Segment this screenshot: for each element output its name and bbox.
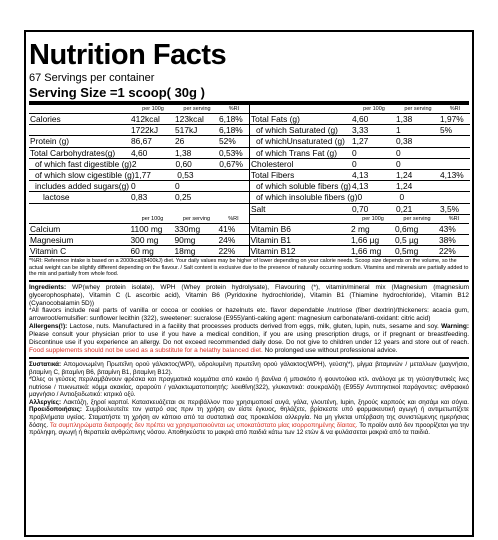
nutrient-name: Total Fats (g) xyxy=(251,114,300,124)
greek-ingredients-label: Συστατικά: xyxy=(29,360,62,368)
allergens-paragraph xyxy=(29,323,469,355)
nutrient-name: Total Carbohydrates(g) xyxy=(30,147,116,158)
nutrient-row xyxy=(250,192,470,203)
nutrient-table xyxy=(29,105,469,215)
greek-warning-tail-text: Το προϊόν αυτό δεν προορίζεται για την πρόληψη, αγωγή ή θεραπεία ανθρώπινης νόσου. Αποθηκεύστε το μακριά από παιδιά κάτω των 12 ετών & να φυλάσσεται μακριά από τα παιδιά. xyxy=(29,421,469,437)
nutrient-row xyxy=(29,192,249,203)
value-perserving: 0,38 xyxy=(396,136,413,147)
nutrient-row xyxy=(29,125,249,136)
col-header-per100: per 100g xyxy=(363,106,385,112)
value-perserving: 90mg xyxy=(174,234,196,245)
col-header-perserving: per serving xyxy=(182,215,211,222)
value-per100: 1100 mg xyxy=(130,223,163,234)
nutrient-row xyxy=(29,159,249,170)
nutrient-row xyxy=(29,170,249,181)
value-ri xyxy=(219,181,249,191)
nutrient-row xyxy=(29,136,249,147)
value-per100: 0,83 xyxy=(131,192,148,203)
value-perserving: 0,5 µg xyxy=(395,234,419,245)
flavours-paragraph: *All flavors include real parts of vanilla or cocoa or cookies or hazelnuts etc. flavor dependable /nutriose (fiber dextrin)/thickeners: acacia gum, arrowroot/emulsifier: sunflower lecithin (322), sweetener: sucralose (E955)/anti-caking agent: magnesium carbonate/anti-oxidant: citric acid) xyxy=(29,307,469,323)
allergens-label: Allergens(!): xyxy=(29,323,68,331)
nutrient-name: of whichUnsaturated (g) xyxy=(256,136,345,147)
nutrient-row xyxy=(250,204,470,215)
value-ri: 43% xyxy=(439,223,456,234)
nutrient-row xyxy=(250,181,470,192)
value-ri xyxy=(441,192,470,202)
column-header-row xyxy=(250,215,470,224)
value-perserving: 1 xyxy=(396,125,401,136)
nutrient-row xyxy=(250,114,470,125)
nutrient-row xyxy=(29,181,249,192)
ingredients-paragraph xyxy=(29,284,469,308)
nutrient-name: Cholesterol xyxy=(251,158,294,169)
value-ri: 5% xyxy=(440,125,453,136)
greek-info xyxy=(29,359,469,437)
value-per100: 60 mg xyxy=(130,246,154,257)
column-header-row xyxy=(29,105,249,114)
nutrient-name: of which Saturated (g) xyxy=(256,125,338,136)
value-ri: 1,97% xyxy=(440,114,464,124)
value-per100: 0 xyxy=(352,158,357,169)
value-perserving: 0,21 xyxy=(396,203,413,214)
value-perserving: 18mg xyxy=(174,246,196,257)
value-per100: 4,60 xyxy=(131,147,148,158)
nutrient-row xyxy=(250,235,470,246)
value-perserving: 123kcal xyxy=(175,114,204,124)
value-perserving: 0,5mg xyxy=(395,246,419,257)
col-header-per100: per 100g xyxy=(141,215,164,222)
nutrient-row xyxy=(250,159,470,170)
value-perserving: 26 xyxy=(175,136,185,147)
ingredients-text: WP(whey protein isolate), WPH (Whey protein hydrolysate), Flavouring (*), vitamin/mineral mix (Magnesium (magnesium glycerophosphate), Vitamin C (L ascorbic acid), Vitamin B6 (Pyridoxine hydrochloride), Vitamin B1 (Thiamine hydrochloride), Vitamin B12 (Cyanocobalamin 5D)) xyxy=(29,283,469,307)
col-header-per100: per 100g xyxy=(142,106,164,112)
nutrient-table-left xyxy=(29,105,250,215)
vitamin-table xyxy=(29,215,469,258)
value-ri: 24% xyxy=(218,234,236,245)
ingredients-label: Ingredients: xyxy=(29,283,67,291)
col-header-ri: %RI xyxy=(228,215,239,222)
value-per100: 412kcal xyxy=(131,114,160,124)
nutrient-row xyxy=(250,170,470,181)
value-per100: 86,67 xyxy=(131,136,152,147)
value-ri xyxy=(440,136,470,146)
col-header-ri: %RI xyxy=(449,106,461,112)
value-ri: 22% xyxy=(439,246,456,257)
value-perserving: 0,60 xyxy=(175,158,192,169)
vitamin-table-right xyxy=(250,215,470,258)
nutrient-name: of which Trans Fat (g) xyxy=(256,147,337,158)
value-perserving: 1,38 xyxy=(175,147,192,158)
value-per100: 4,60 xyxy=(352,114,369,124)
greek-ingredients-text: Απομονωμένη Πρωτεΐνη ορού γάλακτος(WPI), υδρολυμένη πρωτεΐνη ορού γάλακτος(WPH), γεύση(*), μίγμα βιταμινών / μεταλλων (μαγνήσιο, βιταμίνη C, βιταμίνη B6, βιταμίνη B1, βιταμίνη B12). xyxy=(29,360,469,376)
col-header-perserving: per serving xyxy=(403,215,431,222)
nutrient-name: Vitamin B6 xyxy=(250,223,291,234)
value-per100: 3,33 xyxy=(352,125,369,136)
english-info xyxy=(29,282,469,359)
value-ri: 22% xyxy=(218,246,236,257)
value-perserving: 517kJ xyxy=(175,125,198,136)
nutrient-row xyxy=(250,148,470,159)
value-per100: 1,66 µg xyxy=(351,234,380,245)
value-ri xyxy=(440,148,470,158)
nutrient-row xyxy=(29,148,249,159)
nutrient-name: Calcium xyxy=(30,223,61,234)
value-per100: 1722kJ xyxy=(131,125,159,136)
value-perserving: 0,25 xyxy=(175,192,192,203)
value-per100: 0 xyxy=(352,147,357,158)
col-header-ri: %RI xyxy=(448,215,460,222)
label-title: Nutrition Facts xyxy=(29,39,227,71)
nutrient-table-right xyxy=(250,105,470,215)
value-per100: 300 mg xyxy=(130,234,159,245)
value-per100: 0,70 xyxy=(352,203,369,214)
nutrient-name: of which soluble fibers (g) xyxy=(256,181,351,192)
value-ri: 4,13% xyxy=(440,169,464,180)
nutrient-name: of which fast digestible (g) xyxy=(35,158,132,169)
warning-label: Warning: xyxy=(441,323,469,331)
value-perserving: 1,38 xyxy=(396,114,413,124)
value-per100: 2 xyxy=(131,158,137,169)
greek-allergens-text: Λακτόζη, ξηροί καρποί. Κατασκευάζεται σε περιβάλλον που χρησιμοποιεί αυγά, γάλα, γλουτένη, lupin, ξηρούς καρπούς και σησάμι και σόγια. xyxy=(61,398,469,406)
servings-per-container: 67 Servings per container xyxy=(29,72,155,84)
vitamin-table-left xyxy=(29,215,250,258)
value-per100: 4,13 xyxy=(352,181,369,192)
nutrient-row xyxy=(29,246,249,257)
value-per100: 1,27 xyxy=(352,136,369,147)
value-ri: 38% xyxy=(439,234,456,245)
greek-warning-red-text: Τα συμπληρώματα διατροφής δεν πρέπει να χρησιμοποιούνται ως υποκατάστατο μίας ισορροπημένης δίαιτας. xyxy=(49,421,358,429)
value-perserving: 0,53 xyxy=(177,169,194,180)
nutrient-name: Salt xyxy=(251,203,266,214)
value-ri xyxy=(220,170,249,180)
column-header-row xyxy=(250,105,470,114)
greek-warning-text: Συμβουλευτείτε τον γιατρό σας πριν τη χρήση αν είστε έγκυος, θηλάζετε, βρίσκεστε υπό φαρμακευτική αγωγή ή αντιμετωπίζετε προβλήματα υγείας. Σταματήστε τη χρήση αν κάποιο από τα συστατικά σας προκαλέσει αλλεργία. Να μη γίνεται υπέρβαση της συνιστώμενης ημερήσιας δόσης. xyxy=(29,406,469,429)
value-per100: 1,66 mg xyxy=(351,246,382,257)
nutrient-name: Vitamin B12 xyxy=(250,246,296,257)
nutrient-name: Protein (g) xyxy=(30,136,70,147)
value-ri: 52% xyxy=(219,136,236,147)
value-ri xyxy=(440,159,470,169)
nutrient-name: Vitamin B1 xyxy=(250,234,291,245)
value-perserving: 0,6mg xyxy=(395,223,419,234)
nutrient-name xyxy=(29,125,131,135)
col-header-per100: per 100g xyxy=(362,215,384,222)
value-per100: 4,13 xyxy=(352,169,369,180)
value-ri: 3,5% xyxy=(440,203,460,214)
nutrient-name: Calories xyxy=(30,114,61,124)
value-per100: 1,77 xyxy=(134,169,151,180)
nutrient-name: Total Fibers xyxy=(251,169,295,180)
col-header-ri: %RI xyxy=(228,106,240,112)
value-per100: 2 mg xyxy=(351,223,370,234)
greek-flavours: *Όλες οι γεύσεις περιλαμβάνουν φρέσκα και πραγματικά κομμάτια από κακάο ή βανίλια ή μπισκότο ή φουντούκια κτλ. ανάλογα με τη γεύση/Φυτικές ίνες nutriose / πυκνωτικά: κόμμι ακακίας, αραρούτι / γαλακτωματοποιητής: λεκιθίνη(322), γλυκαντικά: σουκραλόζη (E955)/ Αντιπηκτικοί παράγοντες: ανθρακικό μαγνήσιο / Αντιοξειδωτικό: κιτρικό οξύ. xyxy=(29,376,469,399)
col-header-perserving: per serving xyxy=(183,106,211,112)
nutrient-name: includes added sugars(g) xyxy=(35,181,130,192)
value-perserving: 0 xyxy=(399,192,405,203)
warning-text: Please consult your physician prior to use if you have a medical condition, if you are using prescription drugs, or if pregnant or breastfeeding. Discontinue use if you experience an allergy. Do not exceed recommended daily dose. Do not give to children under 12 years and store out of reach. xyxy=(29,331,469,347)
nutrient-row xyxy=(29,224,249,235)
value-ri: 0,53% xyxy=(219,147,243,158)
value-ri: 41% xyxy=(218,223,236,234)
nutrient-row xyxy=(29,114,249,125)
column-header-row xyxy=(29,215,249,224)
value-perserving: 1,24 xyxy=(396,181,413,192)
nutrition-label xyxy=(24,30,474,537)
warning-tail-text: No prolonged use without professional advice. xyxy=(262,347,398,354)
value-perserving: 0 xyxy=(396,158,401,169)
value-perserving: 330mg xyxy=(174,223,201,234)
allergens-text: Lactose, nuts. Manufactured in a facility that processes products derived from eggs, milk, gluten, lupin, nuts, sesame and soy. xyxy=(67,323,442,331)
warning-red-text: Food supplements should not be used as a substitute for a helathy balanced diet. xyxy=(29,347,263,354)
reference-intake-footnote: *%RI: Reference intake is based on a 2000kcal(8400kJ) diet. Your daily values may be higher of lower depending on your calorie needs. Scoop size depends on the volume, so the actual weight can be slightly different depending on the flavour. / Salt content is exclusive due to the presence of naturally occurring sodium. Vitamins and minerals are partially added to the mix and partially from whole food. xyxy=(29,257,469,282)
value-ri: 6,18% xyxy=(219,114,243,124)
nutrient-row xyxy=(250,125,470,136)
greek-allergens-label: Αλλεργίες: xyxy=(29,398,62,406)
value-perserving: 0 xyxy=(396,147,401,158)
value-perserving: 0 xyxy=(175,181,180,192)
nutrient-name: Magnesium xyxy=(30,234,74,245)
nutrient-name: lactose xyxy=(43,192,70,203)
col-header-perserving: per serving xyxy=(404,106,432,112)
greek-allergens xyxy=(29,399,469,437)
value-ri xyxy=(440,181,470,191)
value-per100: 0 xyxy=(131,181,136,192)
value-per100: 0 xyxy=(357,192,363,203)
nutrient-row xyxy=(250,246,470,257)
greek-warning-label: Προειδοποιήσεις: xyxy=(29,406,83,414)
nutrient-row xyxy=(250,224,470,235)
value-ri xyxy=(219,192,249,202)
greek-ingredients xyxy=(29,361,469,376)
nutrient-row xyxy=(29,235,249,246)
value-perserving: 1,24 xyxy=(396,169,413,180)
value-ri: 6,18% xyxy=(219,125,243,136)
nutrient-name: of which insoluble fibers (g) xyxy=(256,192,358,203)
nutrient-row xyxy=(250,136,470,147)
value-ri: 0,67% xyxy=(219,158,243,169)
nutrient-name: of which slow cigestible (g) xyxy=(35,169,135,180)
nutrient-name: Vitamin C xyxy=(30,246,67,257)
serving-size: Serving Size =1 scoop( 30g ) xyxy=(29,85,205,100)
